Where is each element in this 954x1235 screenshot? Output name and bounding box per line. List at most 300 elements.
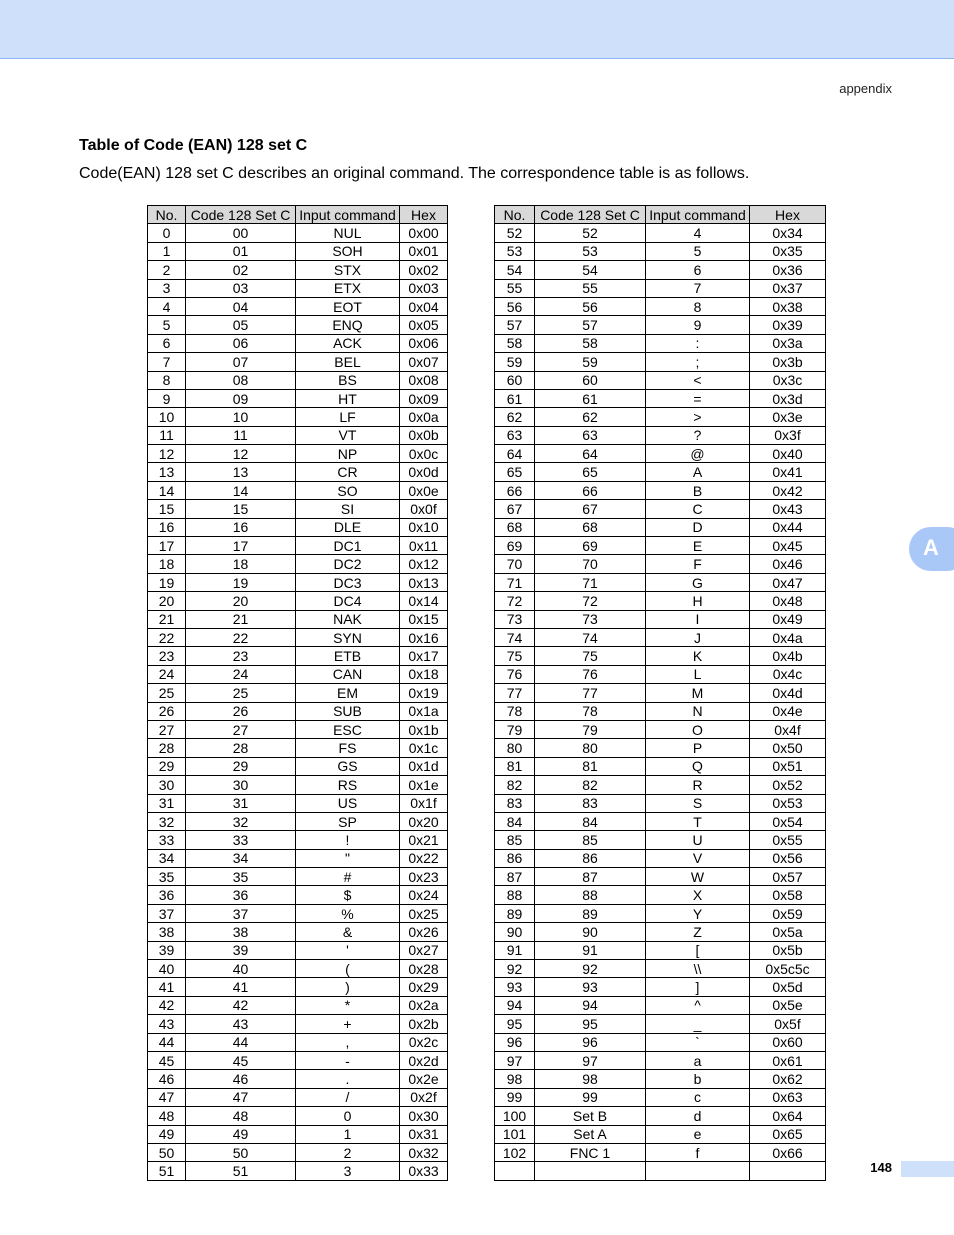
- cell-input: SO: [296, 481, 400, 499]
- cell-code: 39: [186, 941, 296, 959]
- table-row: [148, 647, 448, 665]
- cell-hex: 0x3d: [750, 389, 826, 407]
- cell-code: 38: [186, 923, 296, 941]
- cell-code: 17: [186, 537, 296, 555]
- table-row: [148, 1015, 448, 1033]
- cell-no: 92: [495, 960, 535, 978]
- table-row: [495, 960, 826, 978]
- cell-no: 40: [148, 960, 186, 978]
- cell-hex: 0x0d: [400, 463, 448, 481]
- table-row: [148, 868, 448, 886]
- cell-hex: 0x3e: [750, 408, 826, 426]
- cell-hex: 0x4a: [750, 628, 826, 646]
- cell-input: SOH: [296, 242, 400, 260]
- cell-code: 16: [186, 518, 296, 536]
- cell-input: @: [646, 445, 750, 463]
- footer-bar: [901, 1161, 954, 1177]
- cell-no: 39: [148, 941, 186, 959]
- cell-input: E: [646, 537, 750, 555]
- cell-code: 42: [186, 996, 296, 1014]
- table-row: [495, 628, 826, 646]
- cell-hex: 0x41: [750, 463, 826, 481]
- cell-input: W: [646, 868, 750, 886]
- table-body: [148, 224, 448, 1180]
- cell-input: ': [296, 941, 400, 959]
- cell-hex: 0x3f: [750, 426, 826, 444]
- cell-no: 73: [495, 610, 535, 628]
- cell-no: 11: [148, 426, 186, 444]
- cell-hex: 0x5c5c: [750, 960, 826, 978]
- cell-no: 38: [148, 923, 186, 941]
- table-row: [495, 757, 826, 775]
- cell-code: 02: [186, 261, 296, 279]
- table-row: [495, 702, 826, 720]
- cell-input: 0: [296, 1107, 400, 1125]
- cell-input: DC1: [296, 537, 400, 555]
- cell-code: 11: [186, 426, 296, 444]
- cell-hex: 0x28: [400, 960, 448, 978]
- cell-hex: 0x03: [400, 279, 448, 297]
- table-row: [148, 702, 448, 720]
- table-row: [148, 1125, 448, 1143]
- cell-hex: 0x06: [400, 334, 448, 352]
- cell-hex: 0x35: [750, 242, 826, 260]
- cell-input: Z: [646, 923, 750, 941]
- cell-code: 61: [535, 389, 646, 407]
- cell-hex: 0x5a: [750, 923, 826, 941]
- cell-code: Set A: [535, 1125, 646, 1143]
- cell-input: U: [646, 831, 750, 849]
- cell-no: 53: [495, 242, 535, 260]
- table-row: [148, 518, 448, 536]
- table-row: [148, 408, 448, 426]
- col-header-code: Code 128 Set C: [186, 206, 296, 224]
- table-row: [495, 334, 826, 352]
- cell-code: 70: [535, 555, 646, 573]
- table-row: [495, 647, 826, 665]
- cell-input: 9: [646, 316, 750, 334]
- cell-hex: 0x5e: [750, 996, 826, 1014]
- cell-input: f: [646, 1143, 750, 1161]
- table-row: [495, 1015, 826, 1033]
- table-row: [148, 242, 448, 260]
- cell-code: 84: [535, 812, 646, 830]
- cell-no: 88: [495, 886, 535, 904]
- cell-input: <: [646, 371, 750, 389]
- table-row: [495, 592, 826, 610]
- cell-code: 62: [535, 408, 646, 426]
- table-row: [148, 831, 448, 849]
- cell-no: 27: [148, 720, 186, 738]
- cell-input: 3: [296, 1162, 400, 1180]
- table-row: [148, 555, 448, 573]
- cell-no: 23: [148, 647, 186, 665]
- cell-no: 37: [148, 904, 186, 922]
- cell-input: DLE: [296, 518, 400, 536]
- appendix-side-tab: [909, 527, 954, 571]
- cell-input: ACK: [296, 334, 400, 352]
- cell-hex: 0x38: [750, 297, 826, 315]
- table-row: [148, 886, 448, 904]
- cell-code: 36: [186, 886, 296, 904]
- table-row: [495, 500, 826, 518]
- cell-code: 51: [186, 1162, 296, 1180]
- cell-no: 45: [148, 1051, 186, 1069]
- table-row: [148, 316, 448, 334]
- cell-hex: [750, 1162, 826, 1180]
- cell-code: 20: [186, 592, 296, 610]
- table-row: [495, 1088, 826, 1106]
- cell-no: 101: [495, 1125, 535, 1143]
- cell-hex: 0x13: [400, 573, 448, 591]
- table-row: [495, 279, 826, 297]
- cell-no: 91: [495, 941, 535, 959]
- cell-hex: 0x55: [750, 831, 826, 849]
- cell-hex: 0x54: [750, 812, 826, 830]
- cell-code: 68: [535, 518, 646, 536]
- cell-hex: 0x60: [750, 1033, 826, 1051]
- cell-code: 77: [535, 684, 646, 702]
- cell-hex: 0x1a: [400, 702, 448, 720]
- cell-hex: 0x47: [750, 573, 826, 591]
- table-row: [148, 1051, 448, 1069]
- cell-hex: 0x39: [750, 316, 826, 334]
- cell-no: 8: [148, 371, 186, 389]
- table-row: [148, 1143, 448, 1161]
- cell-input: ETX: [296, 279, 400, 297]
- table-row: [148, 371, 448, 389]
- cell-code: 85: [535, 831, 646, 849]
- cell-input: B: [646, 481, 750, 499]
- cell-code: 06: [186, 334, 296, 352]
- cell-no: 2: [148, 261, 186, 279]
- table-row: [148, 1033, 448, 1051]
- cell-no: 102: [495, 1143, 535, 1161]
- cell-input: SI: [296, 500, 400, 518]
- table-row: [148, 757, 448, 775]
- cell-input: c: [646, 1088, 750, 1106]
- header-band: [0, 0, 954, 59]
- cell-code: 15: [186, 500, 296, 518]
- cell-no: 34: [148, 849, 186, 867]
- cell-code: 40: [186, 960, 296, 978]
- cell-no: 48: [148, 1107, 186, 1125]
- cell-code: 78: [535, 702, 646, 720]
- cell-input: J: [646, 628, 750, 646]
- cell-hex: 0x1f: [400, 794, 448, 812]
- cell-no: 77: [495, 684, 535, 702]
- cell-code: 13: [186, 463, 296, 481]
- cell-code: 44: [186, 1033, 296, 1051]
- cell-no: 9: [148, 389, 186, 407]
- cell-no: 7: [148, 353, 186, 371]
- cell-code: 08: [186, 371, 296, 389]
- cell-input: CAN: [296, 665, 400, 683]
- cell-code: 35: [186, 868, 296, 886]
- cell-no: 78: [495, 702, 535, 720]
- table-row: [148, 720, 448, 738]
- cell-hex: 0x5d: [750, 978, 826, 996]
- cell-no: 83: [495, 794, 535, 812]
- cell-hex: 0x42: [750, 481, 826, 499]
- table-row: [148, 996, 448, 1014]
- cell-input: &: [296, 923, 400, 941]
- cell-hex: 0x19: [400, 684, 448, 702]
- cell-no: 4: [148, 297, 186, 315]
- cell-code: 50: [186, 1143, 296, 1161]
- cell-input: e: [646, 1125, 750, 1143]
- cell-code: 45: [186, 1051, 296, 1069]
- table-row: [495, 776, 826, 794]
- cell-no: 29: [148, 757, 186, 775]
- cell-no: 87: [495, 868, 535, 886]
- cell-hex: 0x32: [400, 1143, 448, 1161]
- cell-code: 79: [535, 720, 646, 738]
- table-row: [495, 684, 826, 702]
- table-row: [148, 353, 448, 371]
- col-header-code: Code 128 Set C: [535, 206, 646, 224]
- cell-no: 49: [148, 1125, 186, 1143]
- table-row: [495, 794, 826, 812]
- cell-input: NAK: [296, 610, 400, 628]
- cell-hex: 0x1c: [400, 739, 448, 757]
- cell-no: 6: [148, 334, 186, 352]
- cell-code: Set B: [535, 1107, 646, 1125]
- table-row: [148, 481, 448, 499]
- table-row: [148, 776, 448, 794]
- cell-input: 7: [646, 279, 750, 297]
- cell-input: F: [646, 555, 750, 573]
- cell-hex: 0x61: [750, 1051, 826, 1069]
- cell-hex: 0x49: [750, 610, 826, 628]
- cell-no: 85: [495, 831, 535, 849]
- table-row: [148, 941, 448, 959]
- cell-hex: 0x16: [400, 628, 448, 646]
- table-row: [495, 886, 826, 904]
- table-row: [148, 684, 448, 702]
- cell-input: DC2: [296, 555, 400, 573]
- cell-hex: 0x1e: [400, 776, 448, 794]
- table-row: [495, 316, 826, 334]
- cell-code: 58: [535, 334, 646, 352]
- cell-input: D: [646, 518, 750, 536]
- table-row: [148, 224, 448, 242]
- cell-input: ": [296, 849, 400, 867]
- cell-code: 89: [535, 904, 646, 922]
- cell-input: /: [296, 1088, 400, 1106]
- cell-input: [646, 1162, 750, 1180]
- cell-code: 07: [186, 353, 296, 371]
- cell-no: 95: [495, 1015, 535, 1033]
- cell-hex: 0x44: [750, 518, 826, 536]
- cell-no: 21: [148, 610, 186, 628]
- cell-hex: 0x65: [750, 1125, 826, 1143]
- cell-no: 26: [148, 702, 186, 720]
- cell-code: 60: [535, 371, 646, 389]
- cell-no: 70: [495, 555, 535, 573]
- cell-hex: 0x51: [750, 757, 826, 775]
- cell-hex: 0x3b: [750, 353, 826, 371]
- table-row: [495, 297, 826, 315]
- cell-no: 75: [495, 647, 535, 665]
- cell-no: 90: [495, 923, 535, 941]
- cell-code: 90: [535, 923, 646, 941]
- cell-input: DC4: [296, 592, 400, 610]
- cell-code: 99: [535, 1088, 646, 1106]
- cell-hex: 0x4b: [750, 647, 826, 665]
- table-row: [495, 445, 826, 463]
- cell-input: STX: [296, 261, 400, 279]
- cell-hex: 0x14: [400, 592, 448, 610]
- cell-hex: 0x29: [400, 978, 448, 996]
- cell-input: 4: [646, 224, 750, 242]
- cell-hex: 0x21: [400, 831, 448, 849]
- cell-hex: 0x23: [400, 868, 448, 886]
- cell-no: 93: [495, 978, 535, 996]
- cell-input: VT: [296, 426, 400, 444]
- table-row: [495, 481, 826, 499]
- table-row: [495, 371, 826, 389]
- cell-input: ,: [296, 1033, 400, 1051]
- cell-code: 67: [535, 500, 646, 518]
- cell-input: R: [646, 776, 750, 794]
- cell-no: 76: [495, 665, 535, 683]
- cell-input: d: [646, 1107, 750, 1125]
- cell-code: 98: [535, 1070, 646, 1088]
- cell-no: 46: [148, 1070, 186, 1088]
- cell-hex: 0x18: [400, 665, 448, 683]
- cell-code: 01: [186, 242, 296, 260]
- cell-code: 33: [186, 831, 296, 849]
- cell-code: 74: [535, 628, 646, 646]
- col-header-hex: Hex: [750, 206, 826, 224]
- cell-input: H: [646, 592, 750, 610]
- cell-hex: 0x43: [750, 500, 826, 518]
- cell-input: b: [646, 1070, 750, 1088]
- table-row: [495, 573, 826, 591]
- cell-hex: 0x17: [400, 647, 448, 665]
- cell-hex: 0x15: [400, 610, 448, 628]
- table-row: [495, 831, 826, 849]
- table-row: [148, 445, 448, 463]
- table-row: [148, 665, 448, 683]
- cell-no: 96: [495, 1033, 535, 1051]
- cell-input: CR: [296, 463, 400, 481]
- cell-code: 75: [535, 647, 646, 665]
- cell-hex: 0x4f: [750, 720, 826, 738]
- cell-hex: 0x01: [400, 242, 448, 260]
- cell-input: _: [646, 1015, 750, 1033]
- cell-no: 19: [148, 573, 186, 591]
- cell-hex: 0x27: [400, 941, 448, 959]
- table-row: [495, 1051, 826, 1069]
- cell-no: 25: [148, 684, 186, 702]
- cell-no: 10: [148, 408, 186, 426]
- cell-input: SP: [296, 812, 400, 830]
- cell-code: 28: [186, 739, 296, 757]
- cell-hex: 0x2b: [400, 1015, 448, 1033]
- cell-code: 21: [186, 610, 296, 628]
- cell-code: 03: [186, 279, 296, 297]
- cell-input: EOT: [296, 297, 400, 315]
- cell-no: 80: [495, 739, 535, 757]
- cell-code: 24: [186, 665, 296, 683]
- code-table-left: [147, 205, 448, 1181]
- table-row: [495, 978, 826, 996]
- cell-hex: 0x34: [750, 224, 826, 242]
- cell-input: C: [646, 500, 750, 518]
- page-title: Table of Code (EAN) 128 set C: [79, 137, 308, 154]
- cell-no: 66: [495, 481, 535, 499]
- cell-code: 72: [535, 592, 646, 610]
- table-row: [148, 261, 448, 279]
- cell-input: ENQ: [296, 316, 400, 334]
- table-row: [495, 426, 826, 444]
- table-row: [495, 610, 826, 628]
- col-header-no: No.: [495, 206, 535, 224]
- cell-hex: 0x40: [750, 445, 826, 463]
- table-row: [148, 923, 448, 941]
- cell-input: -: [296, 1051, 400, 1069]
- cell-no: 52: [495, 224, 535, 242]
- cell-hex: 0x37: [750, 279, 826, 297]
- cell-input: I: [646, 610, 750, 628]
- cell-hex: 0x2e: [400, 1070, 448, 1088]
- cell-hex: 0x50: [750, 739, 826, 757]
- cell-input: +: [296, 1015, 400, 1033]
- cell-code: 04: [186, 297, 296, 315]
- cell-code: 80: [535, 739, 646, 757]
- table-row: [495, 389, 826, 407]
- cell-no: 98: [495, 1070, 535, 1088]
- table-row: [495, 996, 826, 1014]
- cell-input: GS: [296, 757, 400, 775]
- table-row: [495, 555, 826, 573]
- cell-hex: 0x07: [400, 353, 448, 371]
- cell-code: 63: [535, 426, 646, 444]
- cell-hex: 0x4d: [750, 684, 826, 702]
- cell-no: 59: [495, 353, 535, 371]
- cell-code: 26: [186, 702, 296, 720]
- cell-no: 32: [148, 812, 186, 830]
- cell-code: 56: [535, 297, 646, 315]
- cell-code: 09: [186, 389, 296, 407]
- table-row: [148, 573, 448, 591]
- table-row: [495, 849, 826, 867]
- table-row: [148, 904, 448, 922]
- cell-code: 22: [186, 628, 296, 646]
- cell-hex: 0x3c: [750, 371, 826, 389]
- cell-code: 87: [535, 868, 646, 886]
- cell-input: ESC: [296, 720, 400, 738]
- table-header-row: [148, 206, 448, 224]
- cell-no: 97: [495, 1051, 535, 1069]
- cell-hex: 0x5b: [750, 941, 826, 959]
- cell-no: 100: [495, 1107, 535, 1125]
- cell-hex: 0x45: [750, 537, 826, 555]
- cell-input: :: [646, 334, 750, 352]
- cell-no: 54: [495, 261, 535, 279]
- cell-input: Y: [646, 904, 750, 922]
- cell-no: 41: [148, 978, 186, 996]
- table-row: [148, 1107, 448, 1125]
- cell-input: K: [646, 647, 750, 665]
- cell-code: 48: [186, 1107, 296, 1125]
- cell-hex: 0x64: [750, 1107, 826, 1125]
- cell-no: 60: [495, 371, 535, 389]
- cell-code: 91: [535, 941, 646, 959]
- cell-hex: 0x02: [400, 261, 448, 279]
